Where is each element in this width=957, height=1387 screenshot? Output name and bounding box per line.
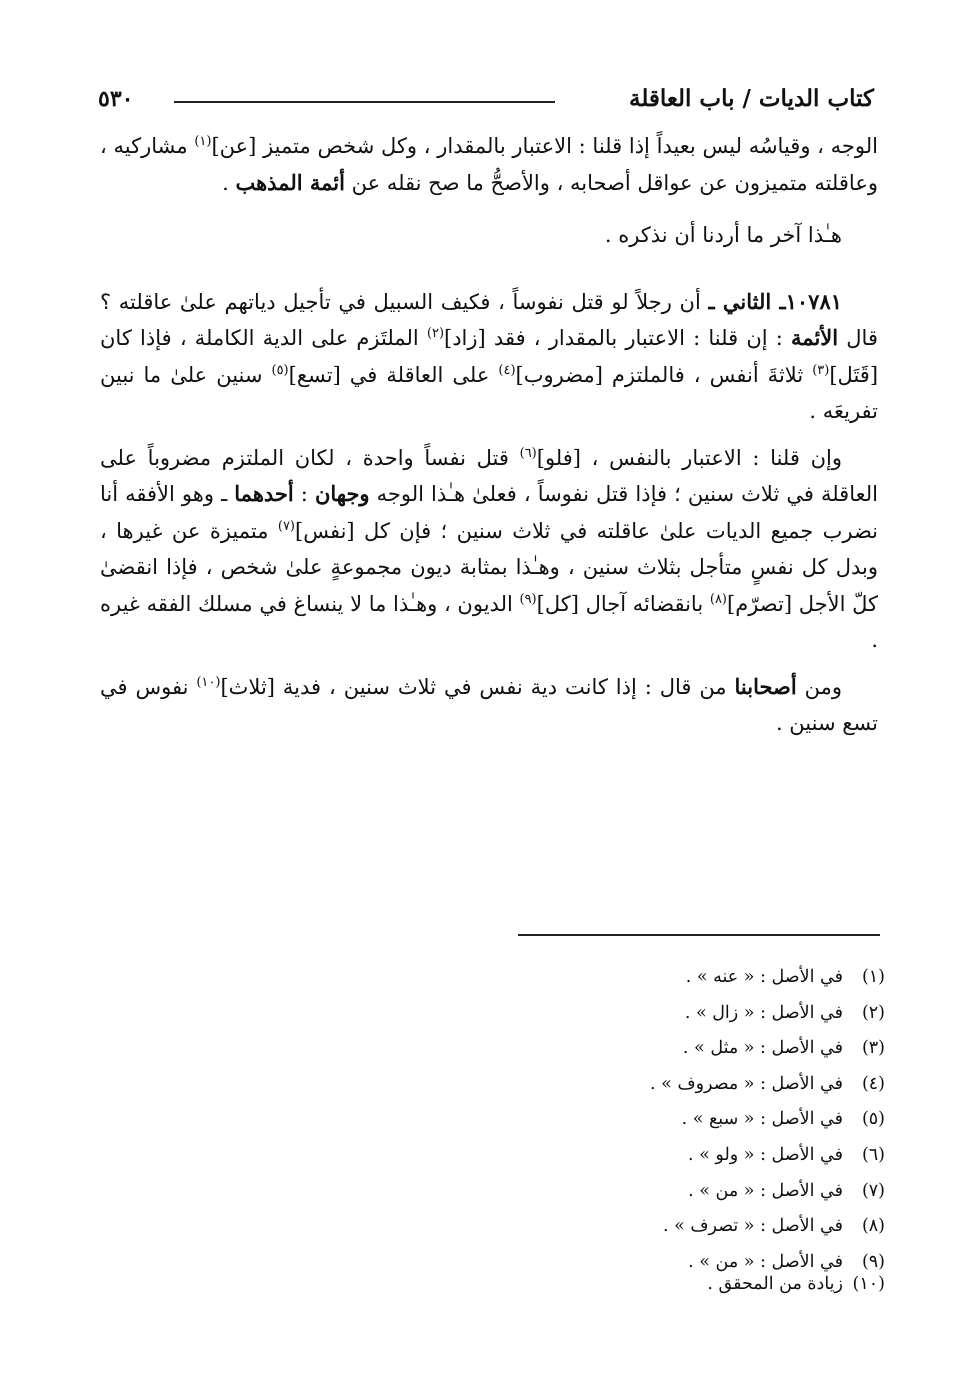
footnote-marker: (٢) [426, 326, 445, 341]
paragraph-5 [100, 669, 878, 742]
paragraph-2 [100, 217, 878, 254]
footnote-marker: (٩) [519, 591, 537, 607]
text-run: نفوس في تسع سنين . [100, 674, 878, 735]
text-run: ـ وهو الأفقه أنا نضرب جميع الديات علىٰ عاقلته في ثلاث سنين ؛ فإن كل [نفس] [100, 482, 879, 543]
text-run: أن رجلاً لو قتل نفوساً ، فكيف السبيل في تأجيل دياتهم علىٰ عاقلته ؟ قال [100, 289, 878, 350]
text-run: سنين علىٰ ما نبين تفريعَه . [100, 362, 878, 423]
text-run: متميزة عن غيرها ، وبدل كل نفسٍ متأجل بثلاث سنين ، وهـٰذا بمثابة ديون مجموعةٍ علىٰ شخص ، فإذا انقضىٰ كلّ الأجل [تصرّم] [100, 518, 878, 616]
paragraph-3 [100, 284, 878, 430]
footnote-marker: (٤) [498, 362, 516, 378]
footnote-text: في الأصل : « زال » . [684, 1002, 843, 1023]
footnote-number: (٤) [861, 1073, 885, 1094]
footnote-number: (١) [861, 967, 885, 987]
footnote-separator [518, 934, 880, 936]
footnote [585, 1272, 885, 1296]
footnote [585, 1209, 885, 1245]
footnote [585, 960, 885, 996]
paragraph-4 [100, 440, 878, 659]
footnote-number: (٧) [861, 1180, 885, 1201]
bold-text: الأئمة [791, 325, 839, 350]
footnote-number: (٣) [861, 1038, 885, 1059]
main-text [100, 128, 878, 742]
footnote-text: في الأصل : « عنه » . [685, 967, 843, 987]
text-run: : إن قلنا : الاعتبار بالمقدار ، فقد [زاد] [444, 326, 792, 350]
footnote-text: في الأصل : « تصرف » . [663, 1216, 843, 1237]
text-run: الملتَزم على الدية الكاملة ، فإذا كان [قَتَل] [100, 326, 879, 387]
text-run: . [222, 170, 236, 195]
page-number: ٥٣٠ [98, 86, 134, 112]
bold-text: أئمة المذهب [235, 169, 345, 195]
footnote-number: (٦) [861, 1144, 885, 1165]
bold-text: ١٠٧٨١ـ الثاني ـ [708, 288, 843, 314]
running-title: كتاب الديات / باب العاقلة [628, 85, 874, 112]
text-run: قتل نفساً واحدة ، لكان الملتزم مضروباً على العاقلة في ثلاث سنين ؛ فإذا قتل نفوساً ، فعلىٰ هـٰذا الوجه [100, 445, 878, 506]
header-rule [174, 101, 555, 103]
text-run: على العاقلة في [تسع] [288, 362, 499, 387]
footnote-text: في الأصل : « ولو » . [688, 1144, 843, 1165]
text-run: ومن [796, 674, 842, 699]
text-run: الديون ، وهـٰذا ما لا ينساغ في مسلك الفقه غيره . [100, 591, 878, 652]
footnote-marker: (٥) [271, 362, 289, 378]
footnote-marker: (٦) [519, 445, 537, 461]
footnote-number: (٨) [861, 1216, 885, 1237]
footnote [585, 1138, 885, 1174]
footnotes-list [585, 960, 885, 1296]
footnote-number: (٢) [861, 1002, 885, 1023]
footnote-text: زيادة من المحقق . [707, 1274, 843, 1295]
footnote-marker: (١٠) [196, 674, 221, 690]
footnote [585, 1102, 885, 1138]
text-run: هـٰذا آخر ما أردنا أن نذكره . [604, 223, 842, 247]
footnote [585, 996, 885, 1032]
footnote-marker: (٣) [812, 362, 830, 378]
footnote-number: (٥) [861, 1109, 885, 1130]
text-run: بانقضائه آجال [كل] [536, 591, 710, 616]
bold-text: أحدهما [234, 481, 294, 506]
text-run: من قال : إذا كانت دية نفس في ثلاث سنين ، فدية [ثلاث] [220, 674, 735, 699]
footnote-text: في الأصل : « من » . [688, 1180, 843, 1201]
footnote-number: (٩) [861, 1251, 885, 1272]
text-run: الوجه ، وقياسُه ليس بعيداً إذا قلنا : الاعتبار بالمقدار ، وكل شخص متميز [عن] [211, 134, 878, 158]
footnote-text: في الأصل : « مثل » . [682, 1038, 843, 1059]
paragraph-1 [100, 128, 878, 201]
footnote-number: (١٠) [852, 1274, 885, 1295]
footnote-text: في الأصل : « سبع » . [681, 1109, 843, 1130]
footnote-marker: (٧) [277, 518, 295, 534]
footnote [585, 1174, 885, 1210]
footnote-marker: (١) [194, 134, 212, 149]
text-run: مشاركيه ، وعاقلته متميزون عن عواقل أصحابه ، والأصحُّ ما صح نقله عن [100, 134, 878, 195]
bold-text: وجهان [314, 481, 370, 506]
bold-text: أصحابنا [734, 673, 797, 699]
footnote-text: في الأصل : « من » . [688, 1251, 843, 1272]
footnote [585, 1031, 885, 1067]
footnote [585, 1067, 885, 1103]
footnote-text: في الأصل : « مصروف » . [650, 1073, 843, 1094]
text-run: ثلاثةَ أنفس ، فالملتزم [مضروب] [515, 362, 813, 387]
footnote-marker: (٨) [709, 591, 727, 607]
text-run: : [293, 482, 315, 506]
running-header [98, 84, 880, 118]
text-run: وإن قلنا : الاعتبار بالنفس ، [فلو] [536, 445, 842, 470]
